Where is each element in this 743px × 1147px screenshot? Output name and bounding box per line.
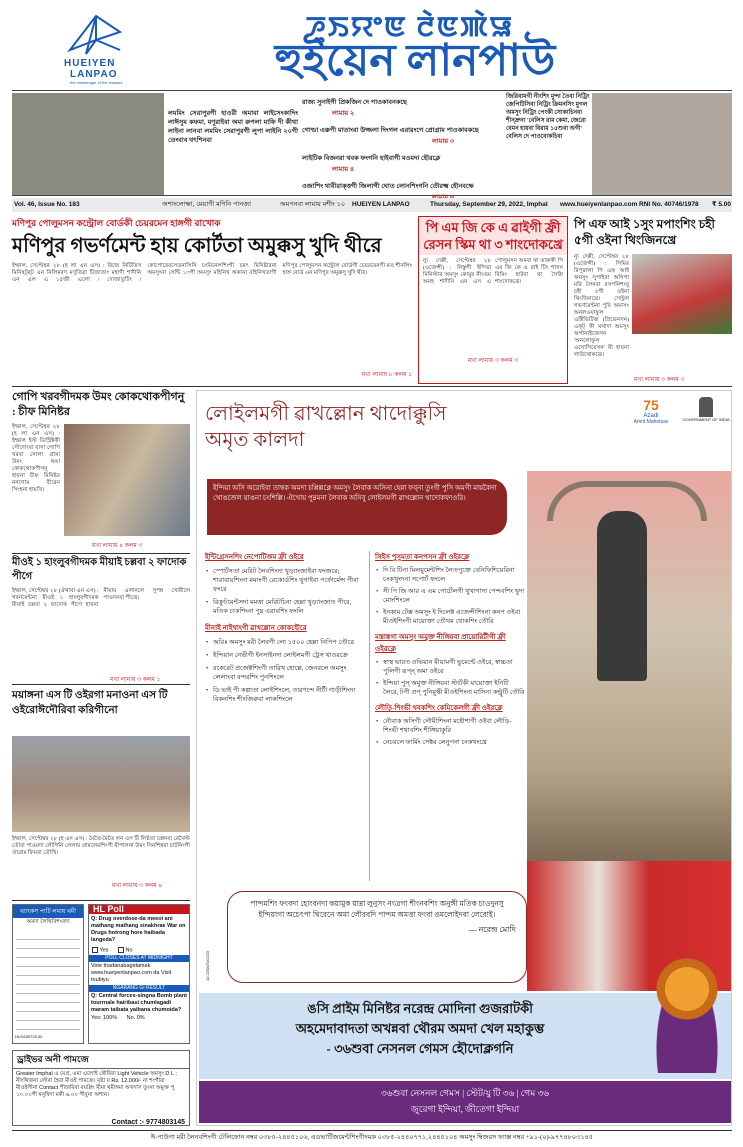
thanks-lines xyxy=(16,931,80,1031)
pfi-body: ন্যু দেল্লী, সেপ্টেম্বর ২৮ (এজেন্সী) : সিমির রিপুৱালা পি এফ আই অমসুং সুপাইবা অসিগা মরি লৈনবা রসপনিশংবু চহী ৫গী ওইনা থিংজিনখ্রে। সেন্ট্রল গভর্ণমেন্টনা পুরি অমাসং অনলওয়াফুল এক্টিভিটিজ (প্রিভেনসন) এক্ট্ কী মখাদা অমসুং অর্গানাইজেসন 'অনলোফুল এসোসিয়েসন' মী হায়না লাউথোকখ্রে। xyxy=(574,254,629,358)
col1-item: • বকেরেট প্রজেক্টশিংগী তারিখ হোল্লে, জেনরলে অমসুং লেলাংবা বন্দরশিং পুনশিংলে xyxy=(205,664,365,682)
photo-top-right xyxy=(592,93,732,195)
lead-story xyxy=(12,216,412,386)
ad-quote: পান্দমশিং ফংবদা হোংবনদা কয়ামুক য়াম্না লুনুসং নংত্রগা শীংনবশিং অনুঙ্গী মতিক চাওদুনসু ইন্দিয়াগা অচেৎপা থিরেনে অমা লৌরবদি পান্দম অমত্তা ফংবা ঙমলোইদবা লেরোই। xyxy=(250,899,504,919)
mission-body: ইম্ফাল, সেপ্টেম্বর ২৮ (ঐথাবা এন এস) : গবর্নমেন্টনা মীওই ১ হাংলুবগীদমক মীয়াই চল্লবা ২ ফাদোক পীগে হায়না মীয়াম এলানলে সুপন্ন খোরীলে পাওদনবা পীখ্রে। xyxy=(12,588,190,608)
games-bottom-line-1: ৩৬শুবা নেসনল গেমস | স্টেট/যু টি ৩৬ | গেম ৩৬ xyxy=(380,1088,550,1098)
lead-kicker: মণিপুর পোলুমসন কন্ট্রোল বোর্ডকী চেয়রমেন হাঙ্গগী রাখোক xyxy=(12,218,221,228)
top-right-caption: জিরিবামগী নীংশিং মুন্দা তৈবা নিট্রিং জেপিটিসিবা নিট্রিং ক্রিমনসিং মুগল অমসুং নিট্রিং পেংকী সোকাচিনবা শীন্দ্রুনা 'বেলিস রাম কেমা, জেরো বেমন হায়বা বিরাম ১৫শুবা অগী' বেলিস দে পাওবোকচিবা xyxy=(506,94,590,140)
pm-scheme-box xyxy=(418,216,568,384)
statue-icon xyxy=(597,511,647,681)
games-bottom-bar xyxy=(199,1081,731,1123)
col1-item: • ইন্দিয়ান নেভীগী ইনসাইনদা লোইলমগী ট্রেস থাওরক্রে xyxy=(205,651,365,660)
col2-item: • ইনকাম টেক্স অমসুং ই দিলেক্ট এজেন্সীশিংনা কনপ ওইবা মীওইশিংগী মায়োক্তা তৌথম থোকশিং তৌরি xyxy=(375,608,525,626)
poll-options xyxy=(89,946,189,955)
pfi-ref: মখা লামায় ৩ কলম ৩ xyxy=(634,377,685,383)
driver-body: Greater Imphal এ মেগ্র, এমা এলোই থৌরিবা Light Vehicle অমসুং D L ; নীংথিজনা লৌবা হৈবা মীওই পামজে। মৃষ্টা য় Rs. 12,000/- না শংগীরা মীওইসীনা Contact পীজবিবা বয়প্লিং মীমা থমীঙ্গমা অখদাস তুংনা অমুক্ত পু ১০.০০গী মনুম্বিদা মকী ৬.০০ গীবুনা অশান। xyxy=(16,1071,177,1098)
lead-body: ইম্ফাল, সেপ্টেম্বর ২৮ (হ লা এন এস) : রিজে নিটিতিস মিনিষ্ট্র্ট এন নিলিমরণ মণুতিৱা টিজাতাং মহাণী শাদীনি এন এল এ ১৫জী এলো / দোজাতুটিং / কোপোরেরসেতনাসিনি চংমিনেলশিংগী চমৎ মিনিষ্টারনা অমসুংনা সেন্টি ১৩গী অমসুং মহিনিখ অকানা বহিনিখতাগী মণিপুর পোলুমসন কন্ট্রোল বোর্ডগী চেয়রমেনগী মত শীনলিং হাঙ্গ বোর্ড এন মণিপুর অমুক্কসু খুদি থীর। xyxy=(12,263,412,283)
poll-result-question: Q: Central forces-singna Bomb plant tourrnale hairibasi chumlagadi maram taibata yaibana chumoida? xyxy=(91,993,187,1014)
thanks-box xyxy=(12,904,84,1044)
mission-headline: মীওই ১ হাংলুবগীদমক মীয়াই চল্লবা ২ ফাদোক পীগে xyxy=(12,557,187,582)
thanks-title: থ্যাংকস পাটি লমায় থমী xyxy=(13,905,83,918)
ad-intro: ইন্দিয়া অসি অরোইবা তাম্বক অমদা চপ্পিল্লক্নে অমসুং লৈবাক অসিনা হেন্না ফব্না তুংগী পুসি অমগী মায়কৈদা খোঙজেল য়াঙনা চংশিল্লি। ঐখোয় পুম্নমনা লৈবাক অসিবু লোইলমগী ৱাখল্লোন থাদোকফাওরি। xyxy=(207,479,507,535)
poll-vote-text[interactable]: Vote thadanabagidamak www.hueiyenlanpao.com da Visit toubiyu xyxy=(91,963,172,984)
canopy-icon xyxy=(547,481,707,521)
amrit-kaal-ad xyxy=(196,390,732,1126)
banner-line-1: ঙসি প্রাইম মিনিষ্টর নরেন্দ্র মোদিনা গুজরাটকী xyxy=(307,1001,533,1016)
poll-yes-checkbox[interactable] xyxy=(92,947,98,953)
col2-heading-2: মস্তাঙ্কগা অমসুং অমুক্ত নীঙ্গিয়বা প্রায়োরিটীগী ফ্রী ওইরক্লে xyxy=(375,633,506,653)
divider xyxy=(12,684,190,685)
ad-headline-box xyxy=(197,401,597,461)
dateline-mid1: অশাংলোক্ষা, মেয়াগী মণিনি পানজা xyxy=(162,201,251,208)
st-body: ইম্ফাল, সেপ্টেম্বর ২৮ (হ এন এস) : মৈতৈ/মৈতৈ লন এস টি লিষ্টতা চপ্লনবা রেখৈস্ট তৌবা পাওমদা লৌগিনি লেলাম গ্রামলেমশিংগী মীপালনা উমং সিনশিন্নবা চাটনিংগী ঔরোম ফিয়বা তৌখি। xyxy=(12,836,190,856)
govt-label: GOVERNMENT OF INDIA xyxy=(682,417,730,422)
lead-ref: মখা লামায় ৮ কলম ১ xyxy=(361,372,412,378)
logo-name: HUEIYEN xyxy=(64,58,116,69)
divider xyxy=(12,553,190,554)
divider xyxy=(12,386,732,387)
photo-st xyxy=(12,736,190,832)
top-mid-2: গোল্ডা এক্কপী মাতাংবা উজ্জলা দিংগল এরারংগে প্রোগ্রাম পাওকাবকছে xyxy=(302,127,479,134)
top-mid-3-ref: লামায় ৪ xyxy=(332,166,355,173)
poll-question: Q: Drug overdose-da meeoi ani mathang mathang sinakhrae War on Drugs hotrong hore haibada langeda? xyxy=(91,916,186,943)
gopi-story xyxy=(12,390,190,550)
pfi-story xyxy=(574,216,732,384)
col1-heading: ইন্টিগ্রেসনশিং নেপোটিজম ফ্রী ওইরে xyxy=(205,553,304,561)
dateline-mid2: অমপনবা লামায় মশীং ১০ xyxy=(280,201,346,208)
thanks-code: HL/0230729.30 xyxy=(15,1034,43,1039)
ad-headline-2: অমৃত কালদা xyxy=(205,429,305,451)
col2-item: • নেচরলে ফার্মিং সেক্টর লেনুপনা চংকখংখ্রে xyxy=(375,738,525,747)
thanks-sub: অমদা লৈথিবিশংবদা xyxy=(26,919,70,925)
poll-no-checkbox[interactable] xyxy=(118,947,124,953)
col2-item: • সী পি জি আর এ এম পোর্টেলগী থুখাগাদা পেন্দবশিং খুদা মোংশিংলে xyxy=(375,587,525,605)
masthead-title-top: ꯍꯨꯏꯌꯦꯟ ꯂꯥꯟꯄꯥꯎ xyxy=(305,12,515,43)
hl-poll xyxy=(88,904,190,1044)
ad-col-2 xyxy=(375,551,525,891)
mission-story xyxy=(12,556,190,592)
paper-name: HUEIYEN LANPAO xyxy=(352,201,410,208)
driver-contact: Contact :- 9774803145 xyxy=(111,1119,185,1126)
dateline-bar xyxy=(12,198,732,212)
gopi-ref: মখা লামায় ৪ কলম ৩ xyxy=(92,543,143,549)
top-stories-strip xyxy=(12,90,732,196)
logo-name-2: LANPAO xyxy=(70,69,118,80)
col1-item: • রিক্রুটমেন্টসদা মমত্তা মেরিটচিনা হেল্লা খুড়্যাংজাত পীরে, মতিক চাকশিংনা পুম্ন এরাবশিং ফংলি xyxy=(205,598,365,616)
crane-logo-icon xyxy=(66,10,124,60)
col1-item: • ডি ভাই পী কল্পাতা লোইশিংলে, তারণন্দে নীটী গাড়ীশিংদা বিকনশিং শীংজিরুবা লাকশিংলে xyxy=(205,686,365,704)
ad-quote-author: — নরেন্দ্র মোদি xyxy=(468,925,516,934)
top-mid-1: রাজ্য সুনাইগী প্রিকজিন দে পাওকাবনকছে xyxy=(302,99,407,106)
banner-line-2: অহমেদাবাদতা অখন্নবা থৌরম অমদা খেল মহাকুম্ভ xyxy=(295,1021,545,1036)
mission-ref: মখা লামায় ৩ কলম ১ xyxy=(110,677,161,683)
st-ref: মখা লামায় ৩ কলম ৪ xyxy=(112,883,163,889)
azadi-logo xyxy=(627,397,675,437)
poll-title: HL Poll xyxy=(89,905,189,914)
col1-heading-2: মীনাই নাইথাংগী ৱাখল্লোন কোকহৌরে xyxy=(205,624,307,632)
ad-photo-netaji xyxy=(527,471,731,861)
games-banner xyxy=(199,993,731,1079)
gopi-headline: গোপি খরবগীদমক উমং কোকথোকপীগনু : চীফ মিনিষ্টর xyxy=(12,391,185,418)
top-left-caption: লমমিং সেরাপুরগী হাওরী অমাবা লাইসেংকাদিং লাঈসুম কফমা, মণুরাইবা অমা রুপলা মাফি দী কীথা লাইনা লানবা লমমিং সেরাপুরগী লুপা লাইনি ২০গী তেংবাব থৎশিনবা xyxy=(168,110,298,144)
photo-gopi xyxy=(64,424,190,536)
col2-heading-3: লৌড়ি-শিংভী থবকশিং কেমিকেলগী ফ্রী ওইরক্লে xyxy=(375,704,503,712)
gopi-body: ইম্ফাল, সেপ্টেম্বর ২৮ (হ লা এন এস) : ইম্ফাল ইস্ট ডিস্ট্রিক্টকী সৌদোংবা বাসা গোপি খরবা সোলা গ্রামা উমং থঙা কোকথোকপীগনু হায়না চীফ মিনিষ্টর ননগোম বীরেন সিংহনা হায়খি। xyxy=(12,424,60,493)
col1-item: • অরিঃ অমসুং মরী লৈবগী লো ১৫০০ হেল্লা নিপিপ তৌরে xyxy=(205,638,365,647)
govt-emblem xyxy=(681,397,731,437)
divider xyxy=(12,900,190,901)
lead-headline: মণিপুর গভর্ণমেন্ট হায় কোর্টতা অমুক্কসু খুদি থীরে xyxy=(12,235,382,257)
top-mid-4: ওজাশিং থাবীরাক্ত্তগী জিলাগী ঘোত লোনশিংগনি তৌরক্ষ্ম হৌনবক্ষে xyxy=(302,183,474,190)
rni-number: RNI No. 40746/1978 xyxy=(639,201,699,208)
col2-item: • ইন্দিয়া পুস্ অমুক্ত নীঙ্গিয়বা স্টার্টকী মায়োক্তা ইনিটি লৈরে, টপী প্রপ্ পুনিমুস্কী মীওইশিংনা মাসিনা কন্ট্রুটি তৌরি xyxy=(375,679,525,697)
banner-line-3: - ৩৬শুবা নেসনল গেমস হৌদোক্লগনি xyxy=(326,1041,514,1056)
st-headline: ময়াঙ্গনা এস টি ওইরগা মনাওনা এস টি ওইরোঈদৌরিবা করিগীনো xyxy=(12,690,168,716)
ad-col-divider xyxy=(369,551,370,881)
photo-top-left xyxy=(12,93,164,195)
col2-item: • স্বাস্থ ভারত ওভিয়ান মীয়ামগী ভুমেন্টে ওইরে, স্বাচ্চতা পুলিগী রূপ্ন্ অমা ওইরে xyxy=(375,658,525,676)
ad-col-1 xyxy=(205,551,365,891)
games-bottom-line-2: জুরেগা ইন্দিয়া, জীতেগা ইন্দিয়া xyxy=(410,1104,520,1114)
azadi-75-icon: 75 xyxy=(643,397,659,413)
col1-item: • স্পোর্টসতা মেরিট লৈবশিংদা খুড়্যাংজাইবা ফংজরে; শারাবায়শিংনা মমাংগী রেকোর্ডশিং থুগাইবা পর্ফোর্মেন্স পীবা ফংরে xyxy=(205,567,365,594)
pfi-headline: পি এফ আই ১সুং মপাংশিং চহী ৫গী ওইনা থিংজিনখ্রে xyxy=(574,217,715,247)
ad-headline-1: লোইলমগী ৱাখল্লোন থাদোক্কুসি xyxy=(205,403,447,425)
azadi-text-2: Amrit Mahotsav xyxy=(633,419,669,425)
poll-no-label: No xyxy=(125,947,133,954)
poll-yes-label: Yes xyxy=(99,947,109,954)
azadi-text: Azadi xyxy=(643,413,659,419)
top-mid-2-ref: লামায় ৩ xyxy=(432,138,455,145)
top-mid-items xyxy=(302,93,502,193)
emblem-icon xyxy=(699,397,713,417)
top-mid-1-ref: লামায় ২ xyxy=(332,110,355,117)
st-story xyxy=(12,688,190,888)
masthead-title: হুইয়েন লানপাউ xyxy=(274,36,556,85)
masthead xyxy=(0,0,743,88)
issue-date: Thursday, September 29, 2022, Imphal xyxy=(430,201,548,208)
pm-scheme-ref: মখা লামায় ৩ কলম ৩ xyxy=(467,358,519,364)
logo-tagline: the messenger of the masses xyxy=(70,80,123,85)
poll-result-title: NGARANG GI RESULT xyxy=(89,985,189,992)
pm-scheme-title: পি এম জি কে এ ৱাইগী ফ্রী রেসন স্কিম থা ৩ শাংদোকখ্রে xyxy=(419,217,567,255)
price: ₹ 5.00 xyxy=(712,201,731,208)
col2-item: • নৌবাক অসিগী লৌমীশিংনা মহৌশাগী ওইবা লৌড়ি-শিংভী শথাবশিং শীঙ্গিয়াকুরি xyxy=(375,717,525,735)
mascot-lion-icon xyxy=(649,953,725,1073)
website-link[interactable]: www.hueiyenlanpao.com xyxy=(560,201,638,208)
photo-pfi xyxy=(632,254,732,334)
footer: ঈ-পাউগা মরী লৈনবশিংগী টেলিফোন নম্বর ০৩৮৫-২৪৪৫১০৬, এডভার্টিজমেন্টশিংগীদমক ০৩৮৫-২৪৪০৭৭১,২৪৪৫১০৪ অমসুং ম্বিজরস ফ্যাক্স নম্বর +৯১-(০)-৯৭৭৪৮০৩১৪৫ xyxy=(12,1130,732,1144)
col2-item: • দি বি টিনা মিলয়ুমেন্টশিং লৈতপুক্তে বেনিফিশিয়েরিনা চংকখুংদনা সপোর্ট ফংলে xyxy=(375,566,525,584)
pm-scheme-body: ন্যু দেল্লী, সেপ্টেম্বর ২৮ (এজেন্সী) : নিস্তুগী ইন্দিয়া মিনিস্টার অমসুং কোমুর নীংতম অমহ শাদীনি এন এস এ পোলুমসন অমবা থা তারুকী পি এম জি কে এ ৱাই টিং শাসন বিমিং হাটবা থা সৈশ্রি শাংদোকখ্রে। xyxy=(423,258,563,285)
volume: Vol. 46, Issue No. 183 xyxy=(14,201,80,208)
top-mid-3: লাইটিক বিজনরা থবক ফংগনি হাইবাগী মওমদা হৌরক্লে xyxy=(302,155,441,162)
ad-code: 10 22/0071/2223 xyxy=(205,950,210,981)
driver-title: ড্রাইভর অনী পামজে xyxy=(13,1051,189,1069)
poll-result-values xyxy=(89,1015,189,1022)
poll-result-no: No. 0% xyxy=(126,1015,145,1022)
ad-quote-box xyxy=(227,891,527,983)
driver-ad xyxy=(12,1050,190,1126)
col2-heading: সিইস পুসুমতা কনপসন ফ্রী ওইরক্লে xyxy=(375,553,470,561)
poll-result-yes: Yes: 100% xyxy=(91,1015,118,1022)
poll-closes: POLL CLOSES AT MIDNIGHT xyxy=(89,955,189,962)
